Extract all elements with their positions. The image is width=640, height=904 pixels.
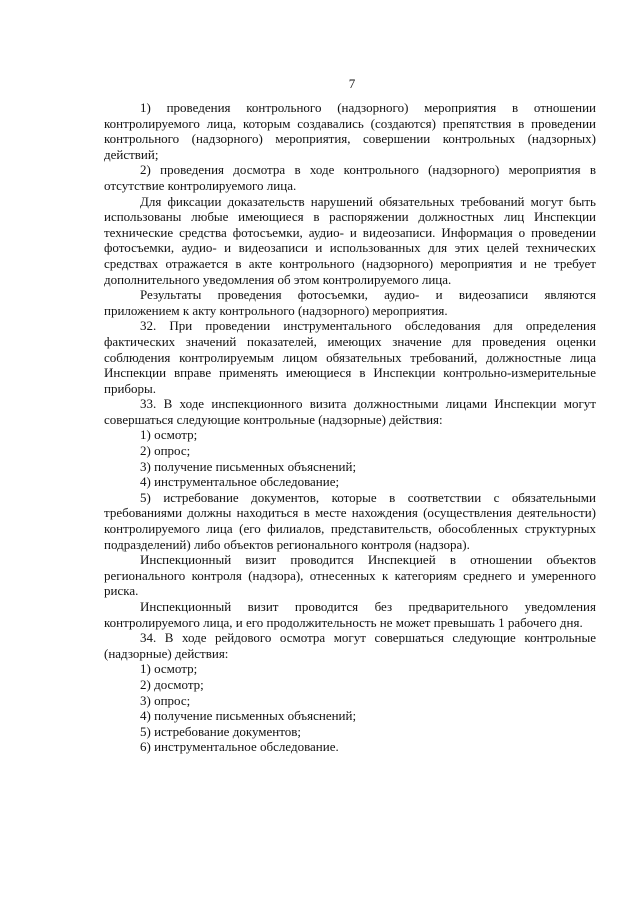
list-item: 5) истребование документов;	[140, 723, 301, 739]
paragraph: Для фиксации доказательств нарушений обязательных требований могут быть использованы любые имеющиеся в распоряжении должностных лиц Инспекции технические средства фотосъемки, аудио- и видеозаписи. Информация о проведении фотосъемки, аудио- и видеозаписи и использованных для этих целей технических средствах отражается в акте контрольного (надзорного) мероприятия и не требует дополнительного уведомления об этом контролируемого лица.	[104, 193, 596, 287]
paragraph: 2) проведения досмотра в ходе контрольного (надзорного) мероприятия в отсутствие контролируемого лица.	[104, 162, 596, 193]
page-number: 7	[348, 76, 356, 91]
list-item: 2) досмотр;	[140, 676, 204, 692]
paragraph: 34. В ходе рейдового осмотра могут совершаться следующие контрольные (надзорные) действия:	[104, 630, 596, 661]
list-item: 2) опрос;	[140, 443, 191, 459]
paragraph: 32. При проведении инструментального обследования для определения фактических значений показателей, имеющих значение для проведения оценки соблюдения контролируемым лицом обязательных требований, должностные лица Инспекции вправе применять имеющиеся в Инспекции контрольно-измерительные приборы.	[104, 318, 596, 396]
paragraph: 33. В ходе инспекционного визита должностными лицами Инспекции могут совершаться следующие контрольные (надзорные) действия:	[104, 396, 596, 427]
list-item: 1) осмотр;	[140, 427, 198, 443]
list-item: 3) опрос;	[140, 692, 191, 708]
paragraph: Инспекционный визит проводится без предварительного уведомления контролируемого лица, и его продолжительность не может превышать 1 рабочего дня.	[104, 599, 596, 630]
list-item: 6) инструментальное обследование.	[140, 739, 339, 755]
paragraph: 5) истребование документов, которые в соответствии с обязательными требованиями должны находиться в месте нахождения (осуществления деятельности) контролируемого лица (его филиалов, представительств, обособленных структурных подразделений) либо объектов регионального контроля (надзора).	[104, 489, 596, 552]
list-item: 3) получение письменных объяснений;	[140, 458, 357, 474]
list-item: 1) осмотр;	[140, 661, 198, 677]
paragraph: Результаты проведения фотосъемки, аудио- и видеозаписи являются приложением к акту контрольного (надзорного) мероприятия.	[104, 287, 596, 318]
document-body	[104, 100, 596, 755]
paragraph: Инспекционный визит проводится Инспекцией в отношении объектов регионального контроля (надзора), отнесенных к категориям среднего и умеренного риска.	[104, 552, 596, 599]
paragraph: 1) проведения контрольного (надзорного) мероприятия в отношении контролируемого лица, которым создавались (создаются) препятствия в проведении контрольного (надзорного) мероприятия, совершении контрольных (надзорных) действий;	[104, 100, 596, 162]
list-item: 4) инструментальное обследование;	[140, 474, 340, 490]
list-item: 4) получение письменных объяснений;	[140, 708, 357, 724]
